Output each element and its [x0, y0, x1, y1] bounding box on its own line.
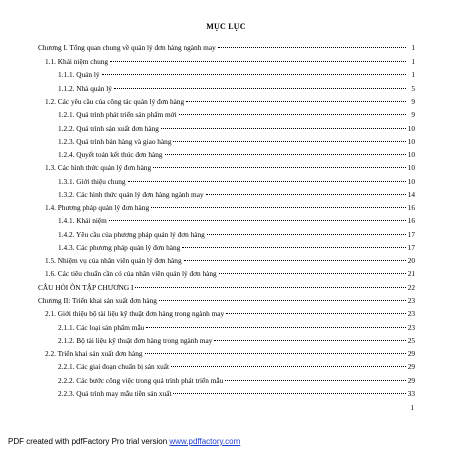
- toc-entry-label: 1.1.1. Quản lý: [58, 70, 100, 79]
- toc-entry-page: 10: [407, 150, 415, 159]
- toc-entry-label: 2.2. Triển khai sản xuất đơn hàng: [45, 349, 143, 358]
- toc-entry-page: 29: [407, 362, 415, 371]
- dot-leader: [110, 52, 406, 62]
- toc-entry[interactable]: [58, 386, 415, 399]
- toc-entry-label: 1.2.1. Quá trình phát triển sản phẩm mới: [58, 110, 177, 119]
- toc-entry-label: 2.1.1. Các loại sản phẩm mẫu: [58, 323, 145, 332]
- toc-entry-page: 23: [407, 296, 415, 305]
- footer-text: PDF created with pdfFactory Pro trial version: [8, 437, 170, 446]
- toc-entry-label: 1.2. Các yêu cầu của công tác quản lý đơn hàng: [45, 97, 185, 106]
- dot-leader: [182, 238, 406, 248]
- dot-leader: [159, 291, 406, 301]
- toc-entry-label: 1.4.2. Yêu cầu của phương pháp quản lý đơn hàng: [58, 230, 205, 239]
- toc-title: MỤC LỤC: [206, 22, 246, 31]
- toc-entry-page: 14: [407, 190, 415, 199]
- dot-leader: [171, 357, 406, 367]
- dot-leader: [145, 344, 407, 354]
- dot-leader: [219, 264, 406, 274]
- toc-entry-label: 1.1. Khái niệm chung: [45, 57, 109, 66]
- toc-entry-label: 1.6. Các tiêu chuẩn cần có của nhân viên quản lý đơn hàng: [45, 269, 217, 278]
- dot-leader: [206, 185, 406, 195]
- toc-entry-page: 17: [407, 230, 415, 239]
- dot-leader: [218, 38, 406, 48]
- toc-entry-page: 5: [411, 84, 415, 93]
- dot-leader: [179, 105, 406, 115]
- dot-leader: [214, 331, 406, 341]
- toc-entry-page: 1: [411, 43, 415, 52]
- toc-entry-page: 25: [407, 336, 415, 345]
- toc-entry-page: 10: [407, 124, 415, 133]
- dot-leader: [128, 172, 407, 182]
- toc-entry-page: 33: [407, 389, 415, 398]
- toc-entry-label: 1.3.2. Các hình thức quản lý đơn hàng ngành may: [58, 190, 204, 199]
- toc-entry-label: Chương I. Tổng quan chung về quản lý đơn hàng ngành may: [38, 43, 216, 52]
- toc-entry-label: CÂU HỎI ÔN TẬP CHƯƠNG I: [38, 283, 134, 292]
- dot-leader: [161, 119, 406, 129]
- toc-entry-label: 1.4.3. Các phương pháp quản lý đơn hàng: [58, 243, 181, 252]
- toc-entry-label: 1.3. Các hình thức quản lý đơn hàng: [45, 163, 152, 172]
- toc-entry-page: 9: [411, 110, 415, 119]
- toc-entry-page: 17: [407, 243, 415, 252]
- toc-entry-page: 10: [407, 137, 415, 146]
- dot-leader: [173, 132, 406, 142]
- toc-entry-page: 23: [407, 323, 415, 332]
- dot-leader: [109, 211, 406, 221]
- toc-entry-label: 2.1. Giới thiệu bộ tài liệu kỹ thuật đơn hàng trong ngành may: [45, 309, 225, 318]
- dot-leader: [165, 145, 406, 155]
- dot-leader: [207, 225, 406, 235]
- toc-entry-page: 21: [407, 269, 415, 278]
- toc-entry-label: 1.4. Phương pháp quản lý đơn hàng: [45, 203, 150, 212]
- pdf-footer: [8, 437, 240, 446]
- dot-leader: [151, 198, 406, 208]
- dot-leader: [184, 251, 406, 261]
- footer-link[interactable]: www.pdffactory.com: [169, 437, 241, 446]
- dot-leader: [226, 304, 406, 314]
- toc-entry-page: 9: [411, 97, 415, 106]
- toc-entry-label: 1.4.1. Khái niệm: [58, 216, 107, 225]
- toc-entry-label: 1.1.2. Nhà quản lý: [58, 84, 112, 93]
- toc-entry-page: 29: [407, 349, 415, 358]
- dot-leader: [102, 65, 406, 75]
- dot-leader: [114, 79, 406, 89]
- toc-entry-label: 2.2.1. Các giai đoạn chuẩn bị sản xuất: [58, 362, 170, 371]
- toc-entry-page: 22: [407, 283, 415, 292]
- toc-entry-label: 1.5. Nhiệm vụ của nhân viên quản lý đơn hàng: [45, 256, 182, 265]
- toc-entry-page: 20: [407, 256, 415, 265]
- page-number: 1: [410, 403, 414, 412]
- toc-entry-page: 16: [407, 203, 415, 212]
- toc-entry-page: 23: [407, 309, 415, 318]
- dot-leader: [146, 318, 406, 328]
- toc-entry-label: Chương II: Triển khai sản xuất đơn hàng: [38, 296, 157, 305]
- toc-entry-page: 29: [407, 376, 415, 385]
- toc-entry-page: 16: [407, 216, 415, 225]
- toc-entry-label: 2.1.2. Bộ tài liệu kỹ thuật đơn hàng trong ngành may: [58, 336, 213, 345]
- dot-leader: [135, 278, 406, 288]
- toc-entry-page: 10: [407, 177, 415, 186]
- toc-entry-label: 1.2.3. Quá trình bán hàng và giao hàng: [58, 137, 172, 146]
- toc-entry-label: 2.2.2. Các bước công việc trong quá trình phát triển mẫu: [58, 376, 224, 385]
- toc-entry-label: 1.3.1. Giới thiệu chung: [58, 177, 126, 186]
- toc-entry-page: 10: [407, 163, 415, 172]
- toc-entry-label: 1.2.2. Quá trình sản xuất đơn hàng: [58, 124, 159, 133]
- dot-leader: [186, 92, 406, 102]
- dot-leader: [153, 158, 406, 168]
- toc-entry-label: 1.2.4. Quyết toán kết thúc đơn hàng: [58, 150, 163, 159]
- dot-leader: [173, 384, 406, 394]
- toc-entry-page: 1: [411, 70, 415, 79]
- toc-entry-label: 2.2.3. Quá trình may mẫu tiền sản xuất: [58, 389, 172, 398]
- toc-entry-page: 1: [411, 57, 415, 66]
- dot-leader: [225, 371, 406, 381]
